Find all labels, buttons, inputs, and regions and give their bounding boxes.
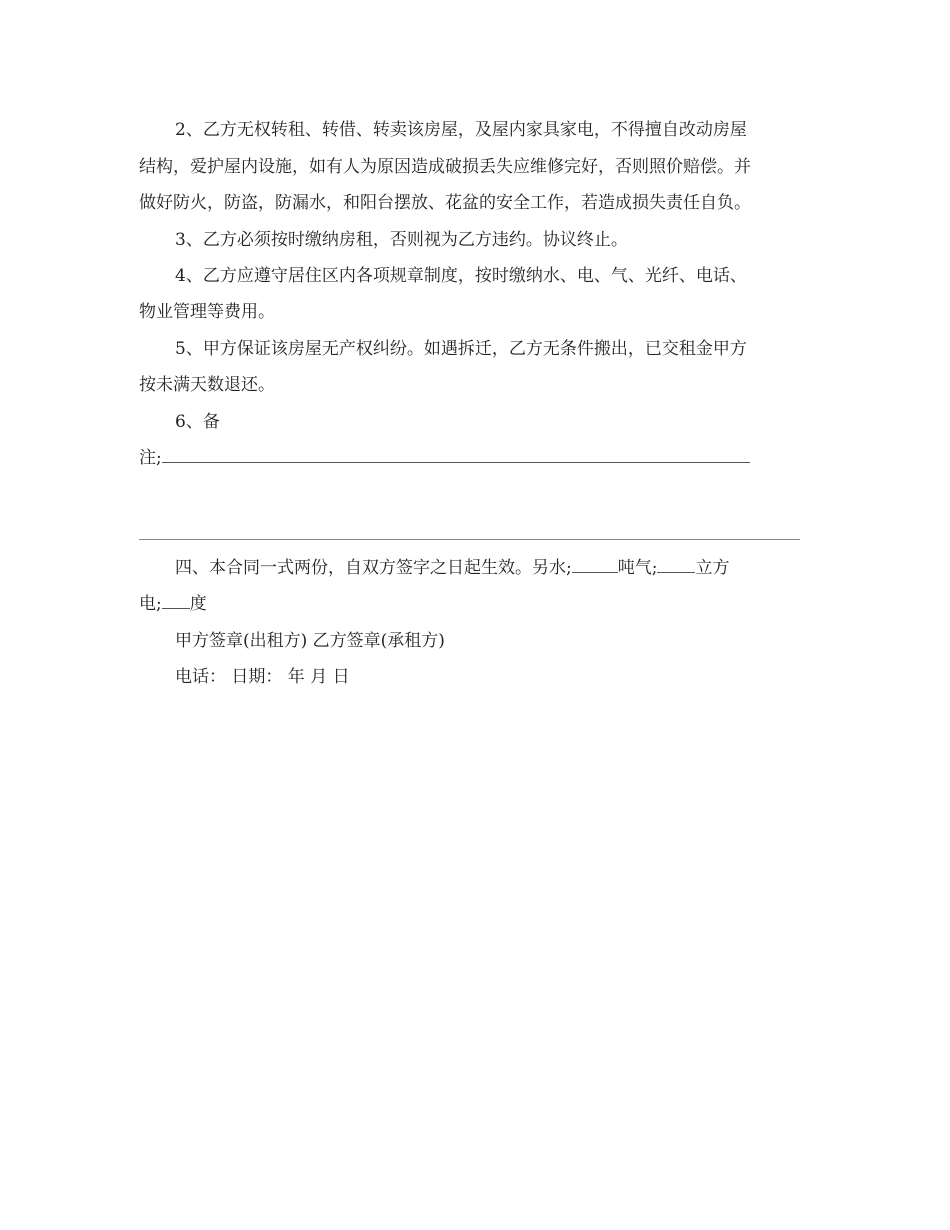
remark-line	[139, 446, 819, 470]
water-unit: 吨气;	[617, 558, 658, 578]
gas-blank	[657, 558, 695, 573]
clause-6-line-1: 6、备	[175, 412, 220, 432]
water-blank	[572, 558, 618, 573]
section-four-text: 四、本合同一式两份，自双方签字之日起生效。另水;	[175, 558, 572, 578]
remark-continuation-rule	[139, 539, 800, 540]
clause-4-line-2: 物业管理等费用。	[139, 302, 275, 322]
electric-blank	[162, 594, 190, 609]
clause-3-line-1: 3、乙方必须按时缴纳房租，否则视为乙方违约。协议终止。	[175, 230, 628, 250]
clause-5-line-2: 按未满天数退还。	[139, 375, 275, 395]
clause-2-line-1: 2、乙方无权转租、转借、转卖该房屋，及屋内家具家电，不得擅自改动房屋	[175, 120, 747, 140]
clause-4-line-1: 4、乙方应遵守居住区内各项规章制度，按时缴纳水、电、气、光纤、电话、	[175, 266, 747, 286]
section-four-line-2	[139, 592, 819, 616]
clause-2-line-3: 做好防火，防盗，防漏水，和阳台摆放、花盆的安全工作，若造成损失责任自负。	[139, 193, 751, 213]
gas-unit: 立方	[695, 558, 730, 578]
electric-label: 电;	[139, 594, 162, 614]
electric-unit: 度	[189, 594, 207, 614]
contact-date-line: 电话： 日期： 年 月 日	[175, 667, 350, 687]
clause-2-line-2: 结构，爱护屋内设施，如有人为原因造成破损丢失应维修完好，否则照价赔偿。并	[139, 157, 751, 177]
section-four-line-1	[139, 556, 855, 580]
clause-5-line-1: 5、甲方保证该房屋无产权纠纷。如遇拆迁，乙方无条件搬出，已交租金甲方	[175, 339, 747, 359]
signature-line: 甲方签章(出租方) 乙方签章(承租方)	[175, 631, 445, 651]
remark-label: 注;	[139, 448, 162, 468]
remark-blank	[162, 448, 750, 463]
